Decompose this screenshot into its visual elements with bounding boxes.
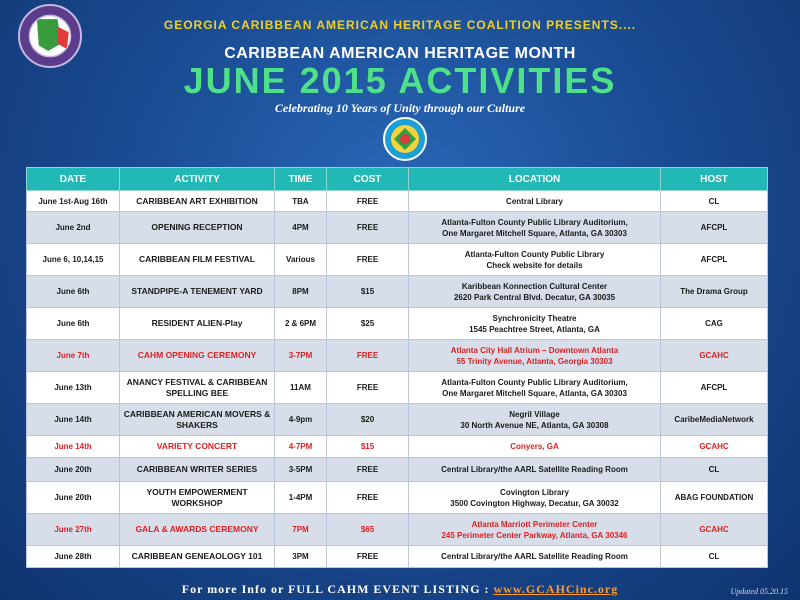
date-cell: June 20th <box>27 458 120 482</box>
column-header-date: DATE <box>27 168 120 191</box>
activity-cell: CARIBBEAN WRITER SERIES <box>120 458 275 482</box>
activity-cell: VARIETY CONCERT <box>120 436 275 458</box>
tagline: Celebrating 10 Years of Unity through our Culture <box>274 101 526 115</box>
cost-cell: $65 <box>327 514 409 546</box>
footer-text: For more Info or FULL CAHM EVENT LISTING : <box>181 582 490 596</box>
column-header-location: LOCATION <box>409 168 661 191</box>
cost-cell: FREE <box>327 458 409 482</box>
table-row <box>27 191 768 212</box>
activity-cell: CAHM OPENING CEREMONY <box>120 340 275 372</box>
time-cell: 11AM <box>275 372 327 404</box>
date-cell: June 14th <box>27 404 120 436</box>
location-line: 55 Trinity Avenue, Atlanta, Georgia 30303 <box>456 356 613 366</box>
host-cell: GCAHC <box>661 340 768 372</box>
location-line: Central Library/the AARL Satellite Reading Room <box>441 465 628 474</box>
cost-cell: FREE <box>327 482 409 514</box>
location-cell <box>409 404 661 436</box>
unity-emblem <box>382 116 428 162</box>
table-row <box>27 372 768 404</box>
host-cell: CL <box>661 546 768 568</box>
host-cell: CaribeMediaNetwork <box>661 404 768 436</box>
location-line: Synchronicity Theatre <box>492 313 577 323</box>
time-cell: TBA <box>275 191 327 212</box>
host-cell: The Drama Group <box>661 276 768 308</box>
unity-emblem-icon <box>382 116 428 162</box>
table-row <box>27 546 768 568</box>
cost-cell: FREE <box>327 212 409 244</box>
host-cell: ABAG FOUNDATION <box>661 482 768 514</box>
location-line: One Margaret Mitchell Square, Atlanta, GA 30303 <box>442 228 627 238</box>
host-cell: AFCPL <box>661 244 768 276</box>
location-line: Karibbean Konnection Cultural Center <box>461 281 608 291</box>
time-cell: 2 & 6PM <box>275 308 327 340</box>
location-line: Conyers, GA <box>510 442 559 451</box>
activities-table <box>26 167 768 568</box>
date-cell: June 14th <box>27 436 120 458</box>
time-cell: 3PM <box>275 546 327 568</box>
date-cell: June 6, 10,14,15 <box>27 244 120 276</box>
cost-cell: FREE <box>327 340 409 372</box>
host-cell: AFCPL <box>661 372 768 404</box>
date-cell: June 20th <box>27 482 120 514</box>
activity-cell: RESIDENT ALIEN-Play <box>120 308 275 340</box>
location-line: 30 North Avenue NE, Atlanta, GA 30308 <box>460 420 609 430</box>
date-cell: June 7th <box>27 340 120 372</box>
time-cell: Various <box>275 244 327 276</box>
location-cell <box>409 372 661 404</box>
activity-cell: STANDPIPE-A TENEMENT YARD <box>120 276 275 308</box>
host-cell: CL <box>661 458 768 482</box>
location-line: Covington Library <box>500 487 569 497</box>
location-line: Central Library <box>506 196 563 206</box>
activity-cell: YOUTH EMPOWERMENT WORKSHOP <box>120 482 275 514</box>
table-row <box>27 458 768 482</box>
location-line: Atlanta Marriott Perimeter Center <box>471 519 598 529</box>
table-body <box>27 191 768 568</box>
location-cell <box>409 244 661 276</box>
activity-cell: OPENING RECEPTION <box>120 212 275 244</box>
table-row <box>27 436 768 458</box>
location-line: Check website for details <box>486 260 583 270</box>
location-cell <box>409 436 661 458</box>
cost-cell: FREE <box>327 372 409 404</box>
location-cell <box>409 308 661 340</box>
location-line: Atlanta-Fulton County Public Library Auditorium, <box>441 217 628 227</box>
host-cell: GCAHC <box>661 436 768 458</box>
location-line: Atlanta City Hall Atrium – Downtown Atlanta <box>450 345 619 355</box>
location-cell <box>409 191 661 212</box>
time-cell: 4-9pm <box>275 404 327 436</box>
cost-cell: FREE <box>327 244 409 276</box>
cost-cell: $20 <box>327 404 409 436</box>
location-line: One Margaret Mitchell Square, Atlanta, GA 30303 <box>442 388 627 398</box>
location-cell <box>409 482 661 514</box>
host-cell: AFCPL <box>661 212 768 244</box>
table-row <box>27 308 768 340</box>
table-row <box>27 340 768 372</box>
footer <box>0 582 800 597</box>
activity-cell: CARIBBEAN FILM FESTIVAL <box>120 244 275 276</box>
location-line: 245 Perimeter Center Parkway, Atlanta, GA 30346 <box>441 530 628 540</box>
column-header-cost: COST <box>327 168 409 191</box>
date-cell: June 6th <box>27 308 120 340</box>
date-cell: June 13th <box>27 372 120 404</box>
date-cell: June 28th <box>27 546 120 568</box>
column-header-time: TIME <box>275 168 327 191</box>
activity-cell: GALA & AWARDS CEREMONY <box>120 514 275 546</box>
table-row <box>27 514 768 546</box>
location-line: 1545 Peachtree Street, Atlanta, GA <box>469 324 600 334</box>
location-cell <box>409 212 661 244</box>
host-cell: CL <box>661 191 768 212</box>
table-row <box>27 404 768 436</box>
date-cell: June 27th <box>27 514 120 546</box>
time-cell: 7PM <box>275 514 327 546</box>
cost-cell: $15 <box>327 436 409 458</box>
table-row <box>27 276 768 308</box>
website-link[interactable]: www.GCAHCinc.org <box>493 582 619 596</box>
location-line: Atlanta-Fulton County Public Library Auditorium, <box>441 377 628 387</box>
date-cell: June 6th <box>27 276 120 308</box>
location-line: Central Library/the AARL Satellite Reading Room <box>441 552 628 561</box>
date-cell: June 2nd <box>27 212 120 244</box>
table-header-row <box>27 168 768 191</box>
location-cell <box>409 514 661 546</box>
presents-heading: GEORGIA CARIBBEAN AMERICAN HERITAGE COALITION PRESENTS.... <box>163 18 637 32</box>
table-row <box>27 244 768 276</box>
location-cell <box>409 276 661 308</box>
updated-date: Updated 05.20.15 <box>730 587 788 596</box>
location-cell <box>409 546 661 568</box>
activity-cell: CARIBBEAN GENEAOLOGY 101 <box>120 546 275 568</box>
location-cell <box>409 458 661 482</box>
location-line: Atlanta-Fulton County Public Library <box>464 249 605 259</box>
date-cell: June 1st-Aug 16th <box>27 191 120 212</box>
activity-cell: ANANCY FESTIVAL & CARIBBEAN SPELLING BEE <box>120 372 275 404</box>
time-cell: 8PM <box>275 276 327 308</box>
activities-title: JUNE 2015 ACTIVITIES <box>183 60 617 101</box>
host-cell: GCAHC <box>661 514 768 546</box>
table-row <box>27 482 768 514</box>
column-header-activity: ACTIVITY <box>120 168 275 191</box>
time-cell: 1-4PM <box>275 482 327 514</box>
activity-cell: CARIBBEAN AMERICAN MOVERS & SHAKERS <box>120 404 275 436</box>
cost-cell: FREE <box>327 546 409 568</box>
location-line: Negril Village <box>509 409 560 419</box>
location-line: 3500 Covington Highway, Decatur, GA 30032 <box>450 498 619 508</box>
column-header-host: HOST <box>661 168 768 191</box>
location-line: 2620 Park Central Blvd. Decatur, GA 30035 <box>453 292 616 302</box>
host-cell: CAG <box>661 308 768 340</box>
activity-cell: CARIBBEAN ART EXHIBITION <box>120 191 275 212</box>
time-cell: 3-5PM <box>275 458 327 482</box>
table-row <box>27 212 768 244</box>
month-title: CARIBBEAN AMERICAN HERITAGE MONTH <box>224 45 576 62</box>
cost-cell: $25 <box>327 308 409 340</box>
cost-cell: FREE <box>327 191 409 212</box>
time-cell: 4PM <box>275 212 327 244</box>
cost-cell: $15 <box>327 276 409 308</box>
time-cell: 4-7PM <box>275 436 327 458</box>
location-cell <box>409 340 661 372</box>
time-cell: 3-7PM <box>275 340 327 372</box>
